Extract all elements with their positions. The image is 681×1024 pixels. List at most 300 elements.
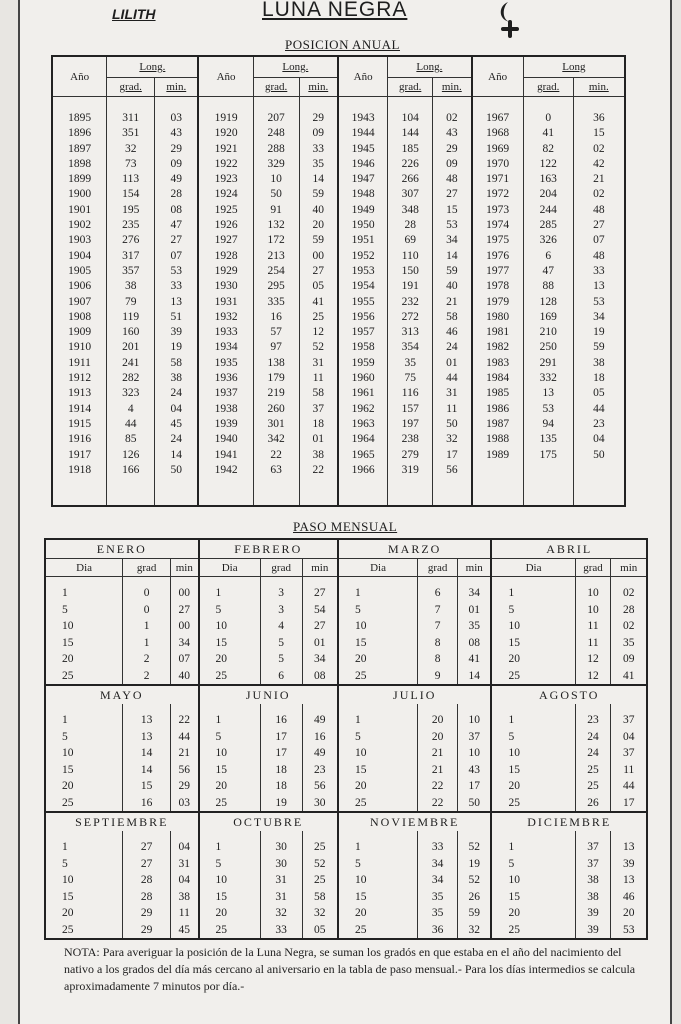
grad-cell: 33 (431, 841, 444, 853)
min-cell: 00 (312, 249, 325, 262)
day-cell: 20 (215, 780, 228, 792)
min-cell: 59 (312, 234, 325, 247)
monthly-step-table (44, 538, 648, 940)
day-cell: 25 (62, 923, 74, 936)
year-cell: 1962 (351, 402, 375, 415)
grad-cell: 85 (124, 433, 137, 446)
col-min-header: min (458, 559, 492, 577)
grad-cell: 38 (124, 280, 137, 293)
year-cell: 1980 (486, 310, 510, 323)
day-cell: 1 (354, 714, 361, 726)
grad-cell: 20 (431, 730, 444, 743)
day-column (491, 704, 575, 812)
min-cell: 28 (622, 603, 635, 616)
year-cell: 1927 (214, 234, 238, 247)
year-cell: 1939 (214, 417, 238, 430)
grad-cell: 4 (127, 402, 134, 415)
grad-cell: 39 (587, 907, 599, 919)
min-cell: 12 (312, 326, 325, 339)
col-day-header: Dia (45, 559, 123, 577)
min-cell: 44 (178, 730, 191, 743)
min-cell: 26 (468, 890, 480, 903)
grad-column (123, 577, 171, 686)
min-cell: 22 (312, 463, 325, 476)
min-column (611, 704, 647, 812)
year-cell: 1968 (486, 127, 510, 140)
grad-cell: 272 (401, 310, 419, 323)
col-long-header: Long. (388, 56, 472, 78)
month-name: JULIO (338, 685, 491, 704)
grad-cell: 31 (275, 890, 287, 903)
grad-cell: 6 (545, 249, 552, 262)
grad-cell: 17 (275, 747, 287, 759)
min-column (302, 704, 338, 812)
day-cell: 1 (354, 841, 361, 853)
min-cell: 11 (178, 907, 190, 919)
min-cell: 00 (178, 620, 191, 632)
min-cell: 48 (446, 173, 458, 186)
min-cell: 32 (446, 433, 458, 446)
min-cell: 04 (178, 874, 191, 886)
year-cell: 1915 (68, 417, 92, 430)
grad-cell: 116 (401, 387, 419, 400)
grad-cell: 53 (542, 402, 554, 415)
day-cell: 15 (508, 763, 520, 776)
year-cell: 1946 (351, 157, 375, 170)
grad-cell: 2 (143, 669, 150, 682)
month-header-row (45, 812, 647, 831)
min-cell: 20 (312, 219, 325, 232)
grad-cell: 16 (275, 714, 287, 726)
grad-cell: 91 (270, 203, 282, 216)
min-column (171, 577, 199, 686)
min-cell: 34 (178, 636, 191, 649)
day-cell: 5 (354, 857, 361, 870)
year-cell: 1953 (351, 264, 375, 277)
year-cell: 1943 (351, 112, 375, 124)
month-name: SEPTIEMBRE (45, 812, 199, 831)
min-cell: 37 (622, 714, 635, 726)
grad-cell: 179 (267, 372, 285, 385)
min-cell: 10 (468, 747, 480, 759)
min-cell: 31 (446, 387, 458, 400)
year-cell: 1899 (68, 173, 92, 186)
grad-cell: 38 (587, 890, 599, 903)
day-column (45, 704, 123, 812)
min-cell: 08 (314, 669, 326, 682)
grad-cell: 244 (539, 203, 557, 216)
col-grad-header: grad. (523, 78, 573, 97)
min-cell: 13 (170, 295, 183, 308)
grad-column (418, 577, 458, 686)
annual-grad-column (253, 97, 299, 507)
min-cell: 27 (314, 587, 326, 599)
note-text: NOTA: Para averiguar la posición de la Luna Negra, se suman los gradós en que estaba en el año del nacimiento del nativo a los grados del día más cercano al aniversario en la tabla de paso mensual.- Para los días intermedios se calcula aproximadamente 7 minutos por día.- (64, 945, 636, 993)
day-cell: 1 (62, 714, 68, 726)
day-cell: 25 (508, 669, 520, 682)
grad-cell: 219 (267, 387, 285, 400)
year-cell: 1908 (68, 310, 92, 323)
grad-column (260, 704, 302, 812)
min-cell: 43 (446, 127, 458, 140)
grad-cell: 335 (267, 295, 285, 308)
month-name: AGOSTO (491, 685, 647, 704)
day-column (45, 831, 123, 939)
min-cell: 03 (170, 112, 183, 124)
year-cell: 1954 (351, 280, 375, 293)
month-body-row (45, 831, 647, 939)
min-cell: 18 (312, 417, 325, 430)
day-cell: 5 (508, 857, 515, 870)
year-cell: 1910 (68, 341, 92, 354)
year-cell: 1945 (351, 142, 375, 155)
min-cell: 35 (468, 620, 480, 632)
grad-cell: 19 (275, 796, 287, 809)
grad-cell: 33 (275, 923, 287, 936)
grad-cell: 248 (267, 127, 285, 140)
day-cell: 25 (62, 669, 74, 682)
grad-cell: 30 (275, 841, 287, 853)
min-cell: 29 (178, 780, 191, 792)
min-cell: 11 (312, 372, 324, 385)
min-cell: 11 (446, 402, 458, 415)
month-name: ENERO (96, 541, 147, 556)
min-cell: 50 (468, 796, 480, 809)
year-cell: 1973 (486, 203, 510, 216)
grad-cell: 201 (122, 341, 140, 354)
grad-cell: 154 (122, 188, 140, 201)
day-cell: 10 (354, 747, 367, 759)
month-header-row (45, 685, 647, 704)
grad-cell: 10 (270, 173, 282, 186)
grad-cell: 150 (401, 264, 419, 277)
day-cell: 20 (354, 653, 367, 665)
day-cell: 20 (354, 780, 367, 792)
month-name: MARZO (338, 539, 491, 559)
grad-cell: 28 (140, 890, 153, 903)
min-cell: 07 (170, 249, 183, 262)
min-cell: 44 (593, 402, 605, 415)
year-cell: 1987 (486, 417, 510, 430)
grad-cell: 17 (275, 730, 287, 743)
day-cell: 1 (508, 841, 515, 853)
min-cell: 37 (622, 747, 635, 759)
min-cell: 59 (446, 264, 458, 277)
year-cell: 1924 (214, 188, 238, 201)
col-year-header: Año (338, 56, 388, 97)
year-cell: 1941 (214, 448, 238, 461)
grad-cell: 13 (140, 730, 153, 743)
annual-years-column (52, 97, 107, 507)
month-name: JUNIO (199, 685, 338, 704)
day-cell: 1 (62, 841, 68, 853)
day-cell: 10 (215, 620, 228, 632)
month-header-row (45, 539, 647, 559)
col-grad-header: grad (123, 559, 171, 577)
grad-cell: 8 (434, 636, 441, 649)
min-cell: 58 (446, 310, 458, 323)
grad-cell: 75 (404, 372, 416, 385)
min-cell: 40 (312, 203, 325, 216)
day-cell: 15 (215, 763, 228, 776)
min-cell: 59 (593, 341, 605, 354)
grad-cell: 0 (143, 603, 150, 616)
year-cell: 1925 (214, 203, 238, 216)
grad-cell: 73 (124, 157, 137, 170)
grad-cell: 354 (401, 341, 419, 354)
grad-cell: 25 (587, 780, 599, 792)
col-min-header: min. (573, 78, 625, 97)
min-cell: 13 (593, 280, 605, 293)
year-cell: 1967 (486, 112, 510, 124)
min-cell: 25 (314, 874, 326, 886)
grad-cell: 27 (140, 857, 153, 870)
grad-cell: 166 (122, 463, 140, 476)
year-cell: 1949 (351, 203, 375, 216)
col-grad-header: grad. (388, 78, 433, 97)
grad-cell: 21 (431, 763, 444, 776)
min-cell: 15 (593, 127, 605, 140)
min-cell: 19 (593, 326, 605, 339)
min-column (171, 704, 199, 812)
grad-cell: 207 (267, 112, 285, 124)
min-cell: 50 (170, 463, 183, 476)
min-cell: 35 (312, 157, 325, 170)
min-cell: 43 (468, 763, 480, 776)
day-cell: 15 (62, 636, 74, 649)
day-cell: 20 (62, 780, 74, 792)
grad-cell: 254 (267, 264, 285, 277)
grad-cell: 0 (545, 112, 552, 124)
grad-cell: 37 (587, 841, 599, 853)
grad-cell: 122 (539, 157, 557, 170)
min-cell: 01 (314, 636, 326, 649)
year-cell: 1965 (351, 448, 375, 461)
min-cell: 59 (312, 188, 325, 201)
grad-cell: 11 (587, 636, 599, 649)
grad-cell: 104 (401, 112, 419, 124)
day-cell: 25 (508, 923, 520, 936)
min-cell: 19 (468, 857, 480, 870)
min-cell: 27 (170, 234, 183, 247)
grad-cell: 22 (431, 796, 444, 809)
month-body-row (45, 704, 647, 812)
col-min-header: min. (299, 78, 338, 97)
min-cell: 58 (314, 890, 326, 903)
year-cell: 1909 (68, 326, 92, 339)
year-cell: 1964 (351, 433, 375, 446)
year-cell: 1983 (486, 356, 510, 369)
min-cell: 40 (178, 669, 191, 682)
grad-column (418, 704, 458, 812)
day-cell: 15 (62, 890, 74, 903)
day-cell: 5 (62, 603, 68, 616)
annual-years-column (338, 97, 388, 507)
grad-cell: 8 (434, 653, 441, 665)
day-cell: 20 (508, 653, 520, 665)
col-long-header: Long. (107, 56, 199, 78)
day-cell: 20 (215, 907, 228, 919)
min-cell: 22 (178, 714, 191, 726)
header-lilith: LILITH (112, 6, 156, 22)
min-cell: 29 (446, 142, 458, 155)
grad-cell: 0 (143, 587, 150, 599)
grad-cell: 94 (542, 417, 554, 430)
day-cell: 10 (354, 620, 367, 632)
year-cell: 1984 (486, 372, 510, 385)
year-cell: 1919 (214, 112, 238, 124)
day-cell: 25 (215, 923, 228, 936)
grad-cell: 4 (278, 620, 285, 632)
grad-cell: 26 (587, 796, 599, 809)
min-cell: 54 (314, 603, 326, 616)
grad-cell: 9 (434, 669, 441, 682)
grad-cell: 172 (267, 234, 285, 247)
year-cell: 1952 (351, 249, 375, 262)
day-cell: 20 (215, 653, 228, 665)
day-cell: 1 (354, 587, 361, 599)
year-cell: 1931 (214, 295, 238, 308)
day-cell: 20 (354, 907, 367, 919)
grad-cell: 44 (124, 417, 137, 430)
grad-cell: 29 (140, 907, 153, 919)
min-cell: 56 (446, 463, 458, 476)
day-cell: 10 (62, 620, 74, 632)
grad-cell: 57 (270, 326, 282, 339)
grad-cell: 27 (140, 841, 153, 853)
min-cell: 48 (593, 203, 605, 216)
min-cell: 27 (178, 603, 191, 616)
min-cell: 41 (468, 653, 480, 665)
grad-cell: 1 (143, 620, 150, 632)
grad-column (418, 831, 458, 939)
grad-cell: 12 (587, 669, 599, 682)
grad-column (575, 704, 611, 812)
grad-cell: 357 (122, 264, 140, 277)
min-cell: 17 (468, 780, 480, 792)
min-cell: 01 (312, 433, 325, 446)
min-cell: 39 (170, 326, 183, 339)
grad-cell: 226 (401, 157, 419, 170)
min-column (171, 831, 199, 939)
min-cell: 45 (170, 417, 183, 430)
year-cell: 1903 (68, 234, 92, 247)
grad-cell: 32 (275, 907, 287, 919)
day-cell: 20 (62, 907, 74, 919)
grad-column (575, 577, 611, 686)
min-cell: 07 (593, 234, 605, 247)
year-cell: 1937 (214, 387, 238, 400)
grad-cell: 210 (539, 326, 557, 339)
min-cell: 33 (170, 280, 183, 293)
min-cell: 03 (178, 796, 191, 809)
year-cell: 1905 (68, 264, 92, 277)
min-cell: 41 (312, 295, 325, 308)
day-cell: 25 (354, 923, 367, 936)
grad-cell: 38 (587, 874, 599, 886)
day-column (491, 831, 575, 939)
min-cell: 50 (593, 448, 605, 461)
day-cell: 1 (215, 714, 222, 726)
grad-cell: 7 (434, 620, 441, 632)
year-cell: 1944 (351, 127, 375, 140)
year-cell: 1950 (351, 219, 375, 232)
day-cell: 10 (354, 874, 367, 886)
grad-cell: 282 (122, 372, 140, 385)
day-cell: 25 (354, 796, 367, 809)
year-cell: 1932 (214, 310, 238, 323)
grad-cell: 110 (401, 249, 419, 262)
col-grad-header: grad (260, 559, 302, 577)
day-cell: 5 (62, 730, 68, 743)
grad-cell: 113 (122, 173, 140, 186)
year-cell: 1911 (68, 356, 91, 369)
year-cell: 1957 (351, 326, 375, 339)
year-cell: 1963 (351, 417, 375, 430)
grad-cell: 307 (401, 188, 419, 201)
min-cell: 00 (178, 587, 191, 599)
month-name: FEBRERO (199, 539, 338, 559)
grad-column (123, 704, 171, 812)
year-cell: 1989 (486, 448, 510, 461)
min-cell: 02 (446, 112, 458, 124)
year-cell: 1976 (486, 249, 510, 262)
min-cell: 40 (446, 280, 458, 293)
day-column (338, 704, 418, 812)
min-cell: 08 (468, 636, 480, 649)
min-cell: 13 (622, 874, 635, 886)
min-cell: 16 (314, 730, 326, 743)
col-min-header: min (611, 559, 647, 577)
year-cell: 1979 (486, 295, 510, 308)
day-cell: 15 (215, 890, 228, 903)
grad-cell: 128 (539, 295, 557, 308)
year-cell: 1922 (214, 157, 238, 170)
grad-cell: 7 (434, 603, 441, 616)
year-cell: 1896 (68, 127, 92, 140)
col-long-header: Long. (253, 56, 338, 78)
annual-body-row (52, 97, 625, 507)
year-cell: 1914 (68, 402, 92, 415)
month-body-row (45, 577, 647, 686)
min-cell: 23 (314, 763, 326, 776)
min-cell: 01 (468, 603, 480, 616)
year-cell: 1969 (486, 142, 510, 155)
year-cell: 1951 (351, 234, 375, 247)
grad-cell: 185 (401, 142, 419, 155)
grad-cell: 138 (267, 356, 285, 369)
grad-cell: 238 (401, 433, 419, 446)
annual-years-column (198, 97, 253, 507)
year-cell: 1920 (214, 127, 238, 140)
grad-cell: 332 (539, 372, 557, 385)
day-cell: 15 (508, 636, 520, 649)
grad-cell: 319 (401, 463, 419, 476)
grad-cell: 329 (267, 157, 285, 170)
grad-cell: 144 (401, 127, 419, 140)
day-cell: 1 (508, 714, 515, 726)
min-cell: 04 (170, 402, 183, 415)
min-cell: 44 (622, 780, 635, 792)
day-cell: 25 (62, 796, 74, 809)
day-cell: 15 (354, 636, 367, 649)
min-cell: 47 (170, 219, 183, 232)
min-cell: 10 (468, 714, 480, 726)
grad-cell: 20 (431, 714, 444, 726)
col-grad-header: grad. (253, 78, 299, 97)
grad-cell: 311 (122, 112, 140, 124)
grad-cell: 175 (539, 448, 557, 461)
